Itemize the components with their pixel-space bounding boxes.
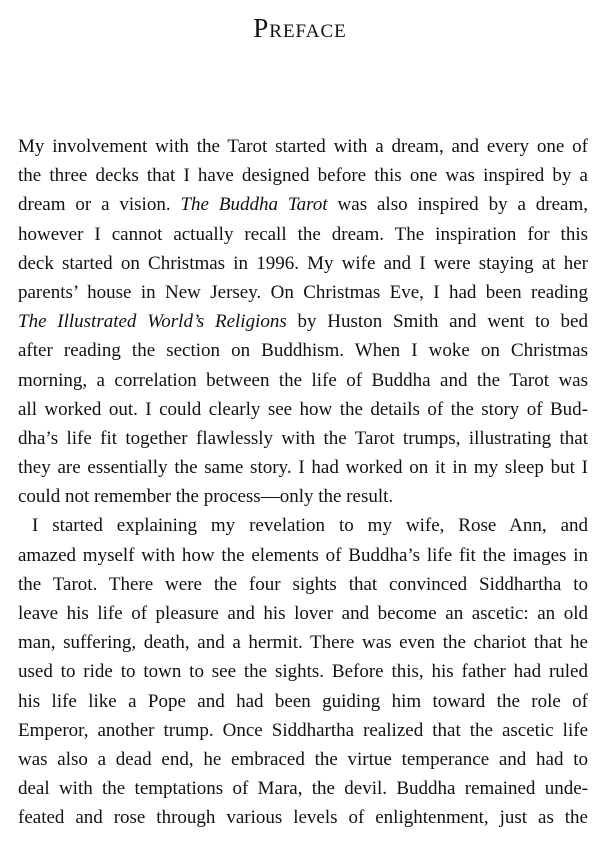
text-line: feated and rose through various levels of enlightenment, just as the: [18, 807, 588, 829]
text-line: his life like a Pope and had been guiding him toward the role of: [18, 690, 588, 712]
text-line: the Tarot. There were the four sights that convinced Siddhartha to: [18, 573, 588, 595]
paragraph-1: [18, 132, 588, 511]
text-line: man, suffering, death, and a hermit. There was even the chariot that he: [18, 632, 588, 654]
text-line: amazed myself with how the elements of Buddha’s life fit the images in: [18, 544, 588, 566]
text-line: after reading the section on Buddhism. When I woke on Christmas: [18, 340, 588, 362]
text-line: however I cannot actually recall the dream. The inspiration for this: [18, 223, 588, 245]
text-run: I started explaining my revelation to my wife, Rose Ann, and: [31, 515, 589, 537]
text-line: morning, a correlation between the life of Buddha and the Tarot was: [18, 369, 588, 391]
text-line: used to ride to town to see the sights. Before this, his father had ruled: [18, 661, 588, 683]
page-title: Preface: [253, 13, 347, 43]
text-line: [18, 307, 588, 336]
page-body: [18, 132, 588, 833]
text-line: deal with the temptations of Mara, the devil. Buddha remained unde-: [18, 778, 588, 800]
text-run: by Huston Smith and went to bed: [297, 311, 588, 333]
text-run: dream or a vision.: [18, 194, 171, 216]
text-line: the three decks that I have designed before this one was inspired by a: [18, 165, 588, 187]
text-line: was also a dead end, he embraced the virtue temperance and had to: [18, 748, 588, 770]
text-line: Emperor, another trump. Once Siddhartha realized that the ascetic life: [18, 719, 588, 741]
text-line: they are essentially the same story. I had worked on it in my sleep but I: [18, 457, 588, 479]
text-line: leave his life of pleasure and his lover and become an ascetic: an old: [18, 603, 588, 624]
book-title-italic: The Buddha Tarot: [180, 194, 328, 216]
text-line: [18, 190, 588, 219]
book-title-italic: The Illustrated World’s Religions: [18, 311, 287, 333]
text-line: parents’ house in New Jersey. On Christmas Eve, I had been reading: [18, 281, 588, 303]
text-line: [18, 511, 588, 540]
text-line: could not remember the process—only the result.: [18, 486, 394, 508]
paragraph-2: [18, 511, 588, 832]
text-run: was also inspired by a dream,: [337, 194, 588, 216]
text-line: My involvement with the Tarot started with a dream, and every one of: [18, 136, 588, 157]
text-line: deck started on Christmas in 1996. My wife and I were staying at her: [18, 252, 588, 274]
text-line: all worked out. I could clearly see how the details of the story of Bud-: [18, 398, 588, 420]
text-line: dha’s life fit together flawlessly with the Tarot trumps, illustrating that: [18, 427, 588, 449]
